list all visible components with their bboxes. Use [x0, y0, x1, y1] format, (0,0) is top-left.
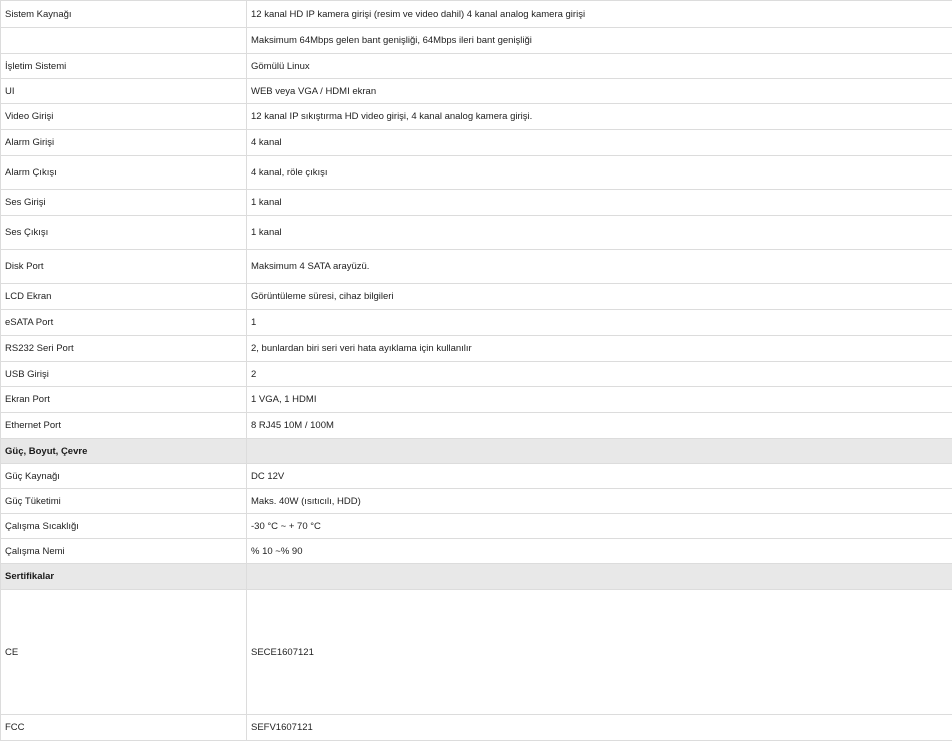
spec-value: 4 kanal	[247, 130, 952, 156]
spec-label: USB Girişi	[1, 362, 247, 387]
table-row	[1, 156, 952, 190]
spec-value: 8 RJ45 10M / 100M	[247, 413, 952, 439]
spec-value: 1 VGA, 1 HDMI	[247, 387, 952, 413]
spec-value	[247, 439, 952, 464]
spec-label: Güç Tüketimi	[1, 489, 247, 514]
spec-value: Maks. 40W (ısıtıcılı, HDD)	[247, 489, 952, 514]
spec-label: RS232 Seri Port	[1, 336, 247, 362]
section-header-row	[1, 564, 952, 590]
spec-value: 12 kanal HD IP kamera girişi (resim ve video dahil) 4 kanal analog kamera girişi	[247, 1, 952, 28]
table-row	[1, 1, 952, 28]
spec-label: Sistem Kaynağı	[1, 1, 247, 28]
table-row	[1, 216, 952, 250]
table-row	[1, 464, 952, 489]
table-row	[1, 28, 952, 54]
spec-label: LCD Ekran	[1, 284, 247, 310]
spec-label: İşletim Sistemi	[1, 54, 247, 79]
spec-label: eSATA Port	[1, 310, 247, 336]
section-title: Sertifikalar	[1, 564, 247, 590]
spec-value: 12 kanal IP sıkıştırma HD video girişi, 4 kanal analog kamera girişi.	[247, 104, 952, 130]
spec-table-body	[1, 1, 952, 741]
section-header-row	[1, 439, 952, 464]
spec-value: DC 12V	[247, 464, 952, 489]
spec-label: Ses Çıkışı	[1, 216, 247, 250]
spec-value: SECE1607121	[247, 590, 952, 715]
spec-value	[247, 564, 952, 590]
table-row	[1, 54, 952, 79]
spec-label: Alarm Çıkışı	[1, 156, 247, 190]
table-row	[1, 104, 952, 130]
spec-value: Gömülü Linux	[247, 54, 952, 79]
table-row	[1, 250, 952, 284]
spec-value: 4 kanal, röle çıkışı	[247, 156, 952, 190]
spec-label: Ethernet Port	[1, 413, 247, 439]
spec-value: -30 °C ~ + 70 °C	[247, 514, 952, 539]
table-row	[1, 413, 952, 439]
table-row	[1, 715, 952, 741]
spec-value: 1 kanal	[247, 190, 952, 216]
table-row	[1, 387, 952, 413]
spec-label: UI	[1, 79, 247, 104]
table-row	[1, 489, 952, 514]
spec-label: Disk Port	[1, 250, 247, 284]
table-row	[1, 539, 952, 564]
spec-label: Alarm Girişi	[1, 130, 247, 156]
spec-label: FCC	[1, 715, 247, 741]
spec-value: % 10 ~% 90	[247, 539, 952, 564]
table-row	[1, 514, 952, 539]
spec-value: SEFV1607121	[247, 715, 952, 741]
spec-value: 1 kanal	[247, 216, 952, 250]
spec-value: 1	[247, 310, 952, 336]
table-row	[1, 130, 952, 156]
spec-label: CE	[1, 590, 247, 715]
spec-label: Çalışma Sıcaklığı	[1, 514, 247, 539]
spec-label: Ses Girişi	[1, 190, 247, 216]
spec-label: Video Girişi	[1, 104, 247, 130]
spec-value: 2	[247, 362, 952, 387]
spec-value: Görüntüleme süresi, cihaz bilgileri	[247, 284, 952, 310]
table-row	[1, 79, 952, 104]
table-row	[1, 310, 952, 336]
table-row	[1, 190, 952, 216]
table-row	[1, 284, 952, 310]
spec-value: Maksimum 64Mbps gelen bant genişliği, 64Mbps ileri bant genişliği	[247, 28, 952, 54]
spec-value: Maksimum 4 SATA arayüzü.	[247, 250, 952, 284]
spec-value: 2, bunlardan biri seri veri hata ayıklama için kullanılır	[247, 336, 952, 362]
table-row	[1, 362, 952, 387]
spec-value: WEB veya VGA / HDMI ekran	[247, 79, 952, 104]
spec-label: Ekran Port	[1, 387, 247, 413]
section-title: Güç, Boyut, Çevre	[1, 439, 247, 464]
table-row	[1, 336, 952, 362]
spec-label: Güç Kaynağı	[1, 464, 247, 489]
spec-label: Çalışma Nemi	[1, 539, 247, 564]
table-row	[1, 590, 952, 715]
spec-label	[1, 28, 247, 54]
